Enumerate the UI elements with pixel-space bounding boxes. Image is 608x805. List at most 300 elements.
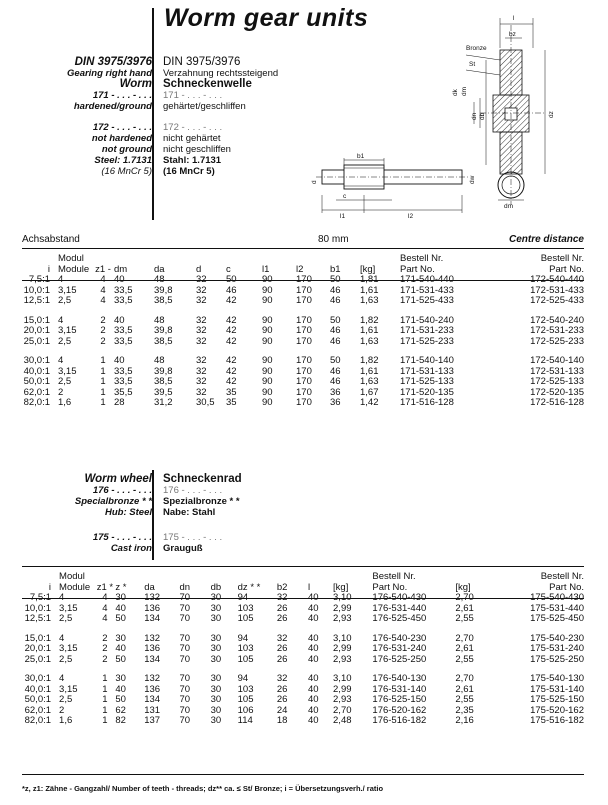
table-cell: 26 bbox=[276, 683, 288, 695]
table-cell: 2 bbox=[100, 314, 106, 326]
t2-header-dz: dz * * bbox=[237, 581, 261, 593]
table-cell: 33,5 bbox=[114, 284, 133, 296]
t2-header-kg1: [kg] bbox=[333, 581, 349, 593]
table-cell: 172-531-233 bbox=[530, 325, 584, 336]
table-cell: 4 bbox=[102, 613, 108, 624]
label-db: db bbox=[479, 112, 486, 120]
table-cell: 1 bbox=[102, 683, 108, 695]
table-cell: 105 bbox=[237, 694, 254, 705]
table-cell: 32 bbox=[196, 314, 207, 326]
worm-table bbox=[22, 254, 584, 409]
table-cell: 36 bbox=[330, 386, 341, 398]
wheel-code2-de: 175 - . . . - . . . bbox=[163, 532, 223, 543]
table-cell: 1,61 bbox=[360, 365, 379, 377]
table-cell: 30 bbox=[210, 694, 222, 705]
table-cell: 10,0:1 bbox=[23, 284, 50, 296]
table-cell: 33,5 bbox=[114, 365, 133, 377]
table-row bbox=[22, 296, 584, 307]
table-cell: 46 bbox=[330, 325, 341, 336]
table-cell: 46 bbox=[330, 376, 341, 387]
table-cell: 172-520-135 bbox=[530, 386, 584, 398]
table-cell: 2,16 bbox=[455, 715, 474, 726]
table-cell: 90 bbox=[262, 325, 273, 336]
wheel-code1-de: 176 - . . . - . . . bbox=[163, 485, 223, 496]
table-cell: 171-520-135 bbox=[400, 386, 454, 398]
table-cell: 50,0:1 bbox=[23, 376, 50, 387]
table-cell: 171-531-433 bbox=[400, 284, 454, 296]
table-cell: 40 bbox=[114, 314, 125, 326]
table-cell: 94 bbox=[237, 632, 249, 644]
t1-header-i: i bbox=[47, 263, 50, 275]
table-cell: 36 bbox=[330, 397, 341, 408]
table-cell: 103 bbox=[237, 602, 254, 614]
rule-top-1 bbox=[22, 248, 584, 249]
table-cell: 103 bbox=[237, 683, 254, 695]
table-cell: 2,55 bbox=[455, 694, 474, 705]
table-cell: 26 bbox=[276, 643, 288, 654]
table-cell: 2 bbox=[59, 704, 65, 716]
table-cell: 2,5 bbox=[58, 335, 72, 347]
table-cell: 176-540-230 bbox=[372, 632, 427, 644]
table-cell: 2 bbox=[102, 632, 108, 644]
t2-header-z: z * bbox=[115, 581, 127, 593]
table-cell: 90 bbox=[262, 376, 273, 387]
label-bronze: Bronze bbox=[466, 45, 487, 52]
table-cell: 15,0:1 bbox=[24, 632, 52, 644]
table-cell: 90 bbox=[262, 386, 273, 398]
table-cell: 176-516-182 bbox=[372, 715, 427, 726]
table-cell: 3,10 bbox=[333, 632, 352, 644]
label-b1: b1 bbox=[357, 153, 365, 160]
table-cell: 42 bbox=[226, 295, 237, 306]
table-cell: 176-540-130 bbox=[372, 673, 427, 684]
table-cell: 30 bbox=[210, 704, 222, 716]
worm-code2-desc2-de: nicht geschliffen bbox=[163, 144, 231, 155]
page-title: Worm gear units bbox=[164, 4, 369, 32]
table-cell: 30 bbox=[210, 613, 222, 624]
wheel-name-de: Schneckenrad bbox=[163, 473, 242, 485]
rule-top-2 bbox=[22, 280, 584, 281]
technical-drawing bbox=[0, 0, 608, 230]
table-cell: 2,5 bbox=[58, 295, 72, 306]
table-cell: 134 bbox=[144, 653, 161, 665]
table-cell: 40 bbox=[307, 653, 319, 665]
label-l1: l1 bbox=[340, 213, 346, 220]
table-cell: 15,0:1 bbox=[23, 314, 50, 326]
table-cell: 28 bbox=[114, 397, 125, 408]
rule-mid-1 bbox=[22, 566, 584, 567]
table-cell: 4 bbox=[100, 295, 106, 306]
table-cell: 136 bbox=[144, 643, 161, 654]
table-cell: 70 bbox=[179, 673, 191, 684]
table-cell: 40 bbox=[115, 683, 126, 695]
table-cell: 2,5 bbox=[59, 653, 73, 665]
table-cell: 90 bbox=[262, 314, 273, 326]
wheel-bronze-en: Specialbronze * * bbox=[74, 496, 152, 507]
table-cell: 70 bbox=[179, 653, 191, 665]
wheel-iron-en: Cast iron bbox=[110, 543, 152, 554]
table-cell: 2,99 bbox=[333, 683, 352, 695]
table-cell: 1,6 bbox=[59, 715, 73, 726]
table-cell: 30 bbox=[210, 653, 222, 665]
table-cell: 62 bbox=[115, 704, 126, 716]
centre-distance-value: 80 mm bbox=[318, 234, 349, 245]
t2-header-b2: b2 bbox=[276, 581, 288, 593]
table-cell: 2,5 bbox=[59, 613, 73, 624]
table-row bbox=[22, 326, 584, 337]
table-cell: 33,5 bbox=[114, 335, 133, 347]
table-cell: 2,55 bbox=[455, 613, 474, 624]
table-cell: 1 bbox=[102, 673, 108, 684]
t2-header-part2: Bestell Nr. Part No. bbox=[540, 571, 584, 593]
t1-header-c: c bbox=[226, 263, 231, 275]
table-cell: 20,0:1 bbox=[23, 325, 50, 336]
table-cell: 42 bbox=[226, 355, 237, 366]
table-cell: 70 bbox=[179, 613, 191, 624]
table-cell: 46 bbox=[330, 335, 341, 347]
table-row bbox=[22, 356, 584, 367]
table-cell: 90 bbox=[262, 295, 273, 306]
t2-header-dn: dn bbox=[179, 581, 191, 593]
label-d: d bbox=[311, 180, 318, 184]
t1-header-l2: l2 bbox=[296, 263, 304, 275]
achsabstand-label: Achsabstand bbox=[22, 234, 80, 245]
t1-header-part2: Bestell Nr. Part No. bbox=[540, 253, 584, 275]
table-cell: 82,0:1 bbox=[23, 397, 50, 408]
wheel-bronze-de: Spezialbronze * * bbox=[163, 496, 240, 507]
table-cell: 170 bbox=[296, 335, 312, 347]
t1-header-kg: [kg] bbox=[360, 263, 376, 275]
t1-header-l1: l1 bbox=[262, 263, 270, 275]
table-cell: 170 bbox=[296, 355, 312, 366]
table-cell: 2 bbox=[100, 335, 106, 347]
table-cell: 103 bbox=[237, 643, 254, 654]
table-cell: 175-525-450 bbox=[530, 613, 584, 624]
table-cell: 175-540-130 bbox=[530, 673, 584, 684]
table-cell: 30 bbox=[210, 673, 222, 684]
table-cell: 2,70 bbox=[333, 704, 352, 716]
table-cell: 90 bbox=[262, 397, 273, 408]
table-cell: 24 bbox=[276, 704, 288, 716]
table-cell: 1 bbox=[102, 694, 108, 705]
t1-header-modul: Modul Module bbox=[58, 253, 90, 275]
table-cell: 70 bbox=[179, 602, 191, 614]
t1-header-b1: b1 bbox=[330, 263, 341, 275]
t2-header-z1: z1 * bbox=[96, 581, 114, 593]
table-cell: 1,82 bbox=[360, 355, 379, 366]
worm-gearing-en: Gearing right hand bbox=[67, 68, 152, 79]
table-cell: 70 bbox=[179, 704, 191, 716]
table-cell: 50 bbox=[330, 355, 341, 366]
table-row bbox=[22, 695, 584, 706]
wheel-hub-de: Nabe: Stahl bbox=[163, 507, 216, 518]
footnote: *z, z1: Zähne - Gangzahl/ Number of teeth - threads; dz** ca. ≤ St/ Bronze; i = Übersetzungsverh./ ratio bbox=[22, 784, 384, 793]
table-cell: 10,0:1 bbox=[24, 602, 52, 614]
t2-header-l: l bbox=[307, 581, 311, 593]
worm-code2-desc1-en: not hardened bbox=[91, 133, 152, 144]
table-cell: 172-516-128 bbox=[530, 397, 584, 408]
table-cell: 46 bbox=[226, 284, 237, 296]
table-cell: 176-531-240 bbox=[372, 643, 427, 654]
table-cell: 3,15 bbox=[58, 284, 77, 296]
table-cell: 132 bbox=[144, 632, 161, 644]
t2-header-modul: Modul Module bbox=[59, 571, 91, 593]
table-cell: 175-531-440 bbox=[530, 602, 584, 614]
table-cell: 1,63 bbox=[360, 335, 379, 347]
table-cell: 30 bbox=[210, 643, 222, 654]
table-cell: 131 bbox=[144, 704, 161, 716]
table-cell: 134 bbox=[144, 694, 161, 705]
rule-mid-2 bbox=[22, 598, 584, 599]
wheel-english-block bbox=[75, 474, 152, 554]
table-cell: 2,93 bbox=[333, 653, 352, 665]
table-cell: 176-520-162 bbox=[372, 704, 427, 716]
table-cell: 2,55 bbox=[455, 653, 474, 665]
table-cell: 40 bbox=[307, 613, 319, 624]
label-l2: l2 bbox=[408, 213, 414, 220]
wheel-german-block bbox=[163, 474, 242, 554]
table-cell: 2,61 bbox=[455, 643, 474, 654]
table-cell: 1,6 bbox=[58, 397, 72, 408]
table-cell: 176-525-150 bbox=[372, 694, 427, 705]
table-cell: 26 bbox=[276, 613, 288, 624]
table-cell: 70 bbox=[179, 694, 191, 705]
table-cell: 40 bbox=[307, 704, 319, 716]
table-cell: 26 bbox=[276, 694, 288, 705]
table-cell: 40 bbox=[307, 715, 319, 726]
table-cell: 171-516-128 bbox=[400, 397, 454, 408]
table-cell: 4 bbox=[59, 632, 65, 644]
table-cell: 46 bbox=[330, 295, 341, 306]
table-cell: 2,93 bbox=[333, 613, 352, 624]
table-cell: 2,99 bbox=[333, 602, 352, 614]
label-dm-wheel: dm bbox=[504, 203, 514, 210]
table-cell: 2,99 bbox=[333, 643, 352, 654]
t2-header-part1: Bestell Nr. Part No. bbox=[372, 571, 416, 593]
table-cell: 170 bbox=[296, 284, 312, 296]
wheel-table-body bbox=[22, 593, 584, 727]
table-cell: 176-531-440 bbox=[372, 602, 427, 614]
table-cell: 42 bbox=[226, 325, 237, 336]
table-row bbox=[22, 337, 584, 348]
worm-name-de: Schneckenwelle bbox=[163, 78, 252, 90]
table-cell: 35,5 bbox=[114, 386, 133, 398]
table-cell: 1 bbox=[100, 376, 106, 387]
table-cell: 82,0:1 bbox=[24, 715, 52, 726]
table-cell: 50 bbox=[115, 653, 126, 665]
table-cell: 26 bbox=[276, 602, 288, 614]
table-cell: 1,63 bbox=[360, 376, 379, 387]
label-dn: dn bbox=[471, 112, 478, 120]
wheel-iron-de: Grauguß bbox=[163, 543, 203, 554]
table-cell: 32 bbox=[276, 673, 288, 684]
wheel-name-en: Worm wheel bbox=[84, 473, 152, 485]
table-cell: 40 bbox=[307, 632, 319, 644]
table-cell: 32 bbox=[196, 284, 207, 296]
table-cell: 1 bbox=[100, 386, 106, 398]
table-cell: 50 bbox=[330, 314, 341, 326]
table-cell: 18 bbox=[276, 715, 288, 726]
table-cell: 40 bbox=[307, 683, 319, 695]
table-cell: 136 bbox=[144, 683, 161, 695]
table-cell: 172-525-233 bbox=[530, 335, 584, 347]
table-cell: 175-525-150 bbox=[530, 694, 584, 705]
table-cell: 171-531-133 bbox=[400, 365, 454, 377]
worm-code2-en: 172 - . . . - . . . bbox=[92, 122, 152, 133]
table-cell: 94 bbox=[237, 673, 249, 684]
table-cell: 50 bbox=[115, 694, 126, 705]
table-cell: 2,70 bbox=[455, 673, 474, 684]
table-cell: 70 bbox=[179, 683, 191, 695]
table-cell: 32 bbox=[196, 355, 207, 366]
table-cell: 32 bbox=[196, 386, 207, 398]
centre-distance-label: Centre distance bbox=[508, 234, 584, 245]
table-cell: 32 bbox=[196, 365, 207, 377]
label-l: l bbox=[513, 15, 515, 22]
table-cell: 105 bbox=[237, 653, 254, 665]
table-cell: 171-525-433 bbox=[400, 295, 454, 306]
table-cell: 134 bbox=[144, 613, 161, 624]
table-cell: 35 bbox=[226, 397, 237, 408]
table-cell: 25,0:1 bbox=[23, 335, 50, 347]
t2-header-i: i bbox=[48, 581, 52, 593]
label-dk: dk bbox=[452, 89, 459, 96]
table-cell: 172-540-240 bbox=[530, 314, 584, 326]
worm-din-de: DIN 3975/3976 bbox=[163, 56, 241, 68]
table-cell: 136 bbox=[144, 602, 161, 614]
table-row bbox=[22, 377, 584, 388]
table-cell: 39,8 bbox=[154, 284, 173, 296]
table-cell: 40 bbox=[115, 602, 126, 614]
table-cell: 40 bbox=[114, 355, 125, 366]
table-cell: 175-531-140 bbox=[530, 683, 584, 695]
table-cell: 30 bbox=[210, 632, 222, 644]
table-cell: 82 bbox=[115, 715, 126, 726]
table-cell: 32 bbox=[196, 325, 207, 336]
table-cell: 30 bbox=[115, 673, 126, 684]
worm-table-body bbox=[22, 275, 584, 409]
table-cell: 170 bbox=[296, 397, 312, 408]
table-cell: 171-540-240 bbox=[400, 314, 454, 326]
t2-header-da: da bbox=[144, 581, 155, 593]
t1-header-dm: dm bbox=[114, 263, 128, 275]
table-cell: 33,5 bbox=[114, 325, 133, 336]
table-cell: 42 bbox=[226, 365, 237, 377]
table-cell: 3,10 bbox=[333, 673, 352, 684]
table-cell: 171-525-233 bbox=[400, 335, 454, 347]
table-cell: 170 bbox=[296, 314, 312, 326]
table-cell: 40,0:1 bbox=[24, 683, 52, 695]
table-cell: 40 bbox=[307, 643, 319, 654]
label-c: c bbox=[343, 193, 347, 200]
table-cell: 2,61 bbox=[455, 602, 474, 614]
worm-code1-en: 171 - . . . - . . . bbox=[92, 90, 152, 101]
table-cell: 172-531-433 bbox=[530, 284, 584, 296]
table-cell: 50 bbox=[115, 613, 126, 624]
table-cell: 33,5 bbox=[114, 295, 133, 306]
table-row bbox=[22, 655, 584, 666]
table-cell: 172-540-140 bbox=[530, 355, 584, 366]
table-cell: 40 bbox=[307, 602, 319, 614]
table-cell: 30 bbox=[115, 632, 126, 644]
table-cell: 175-516-182 bbox=[530, 715, 584, 726]
table-cell: 40 bbox=[115, 643, 126, 654]
worm-code1-desc-de: gehärtet/geschliffen bbox=[163, 101, 246, 112]
table-cell: 172-531-133 bbox=[530, 365, 584, 377]
worm-steel-de: Stahl: 1.7131 bbox=[163, 155, 222, 166]
table-cell: 137 bbox=[144, 715, 161, 726]
table-cell: 1,63 bbox=[360, 295, 379, 306]
table-cell: 20,0:1 bbox=[24, 643, 52, 654]
t1-header-d: d bbox=[196, 263, 202, 275]
table-cell: 42 bbox=[226, 314, 237, 326]
table-cell: 62,0:1 bbox=[23, 386, 50, 398]
table-cell: 2 bbox=[102, 653, 108, 665]
worm-code2-desc1-de: nicht gehärtet bbox=[163, 133, 221, 144]
t2-header-db: db bbox=[210, 581, 222, 593]
table-cell: 4 bbox=[100, 284, 106, 296]
worm-gearing-de: Verzahnung rechtssteigend bbox=[163, 68, 279, 79]
table-cell: 62,0:1 bbox=[24, 704, 52, 716]
table-cell: 176-525-450 bbox=[372, 613, 427, 624]
table-cell: 1 bbox=[100, 365, 106, 377]
table-cell: 32 bbox=[196, 335, 207, 347]
table-cell: 26 bbox=[276, 653, 288, 665]
table-cell: 48 bbox=[154, 355, 165, 366]
table-cell: 106 bbox=[237, 704, 254, 716]
table-cell: 38,5 bbox=[154, 376, 173, 387]
table-cell: 1,61 bbox=[360, 284, 379, 296]
table-cell: 30,0:1 bbox=[23, 355, 50, 366]
table-cell: 30 bbox=[210, 715, 222, 726]
worm-steel2-en: (16 MnCr 5) bbox=[101, 166, 152, 177]
table-cell: 2,93 bbox=[333, 694, 352, 705]
worm-steel-en: Steel: 1.7131 bbox=[94, 155, 152, 166]
table-cell: 170 bbox=[296, 365, 312, 377]
table-cell: 33,5 bbox=[114, 376, 133, 387]
table-cell: 4 bbox=[59, 673, 65, 684]
table-cell: 25,0:1 bbox=[24, 653, 52, 665]
table-cell: 176-531-140 bbox=[372, 683, 427, 695]
table-cell: 3,15 bbox=[59, 683, 78, 695]
table-cell: 175-525-250 bbox=[530, 653, 584, 665]
table-cell: 30,0:1 bbox=[24, 673, 52, 684]
table-cell: 1 bbox=[100, 355, 106, 366]
label-st: St bbox=[469, 61, 476, 68]
table-cell: 39,8 bbox=[154, 325, 173, 336]
table-cell: 32 bbox=[276, 632, 288, 644]
table-cell: 171-531-233 bbox=[400, 325, 454, 336]
table-cell: 1 bbox=[102, 704, 108, 716]
table-cell: 90 bbox=[262, 284, 273, 296]
table-cell: 171-540-140 bbox=[400, 355, 454, 366]
table-cell: 40 bbox=[307, 673, 319, 684]
worm-shaft-drawing bbox=[316, 158, 470, 213]
table-cell: 105 bbox=[237, 613, 254, 624]
t1-header-da: da bbox=[154, 263, 165, 275]
table-cell: 30 bbox=[210, 683, 222, 695]
table-cell: 2 bbox=[100, 325, 106, 336]
table-cell: 42 bbox=[226, 376, 237, 387]
table-cell: 170 bbox=[296, 325, 312, 336]
table-cell: 3,15 bbox=[59, 602, 78, 614]
table-cell: 31,2 bbox=[154, 397, 173, 408]
table-cell: 3,15 bbox=[58, 325, 77, 336]
table-cell: 175-540-230 bbox=[530, 632, 584, 644]
table-cell: 42 bbox=[226, 335, 237, 347]
table-cell: 172-525-133 bbox=[530, 376, 584, 387]
table-cell: 2,35 bbox=[455, 704, 474, 716]
